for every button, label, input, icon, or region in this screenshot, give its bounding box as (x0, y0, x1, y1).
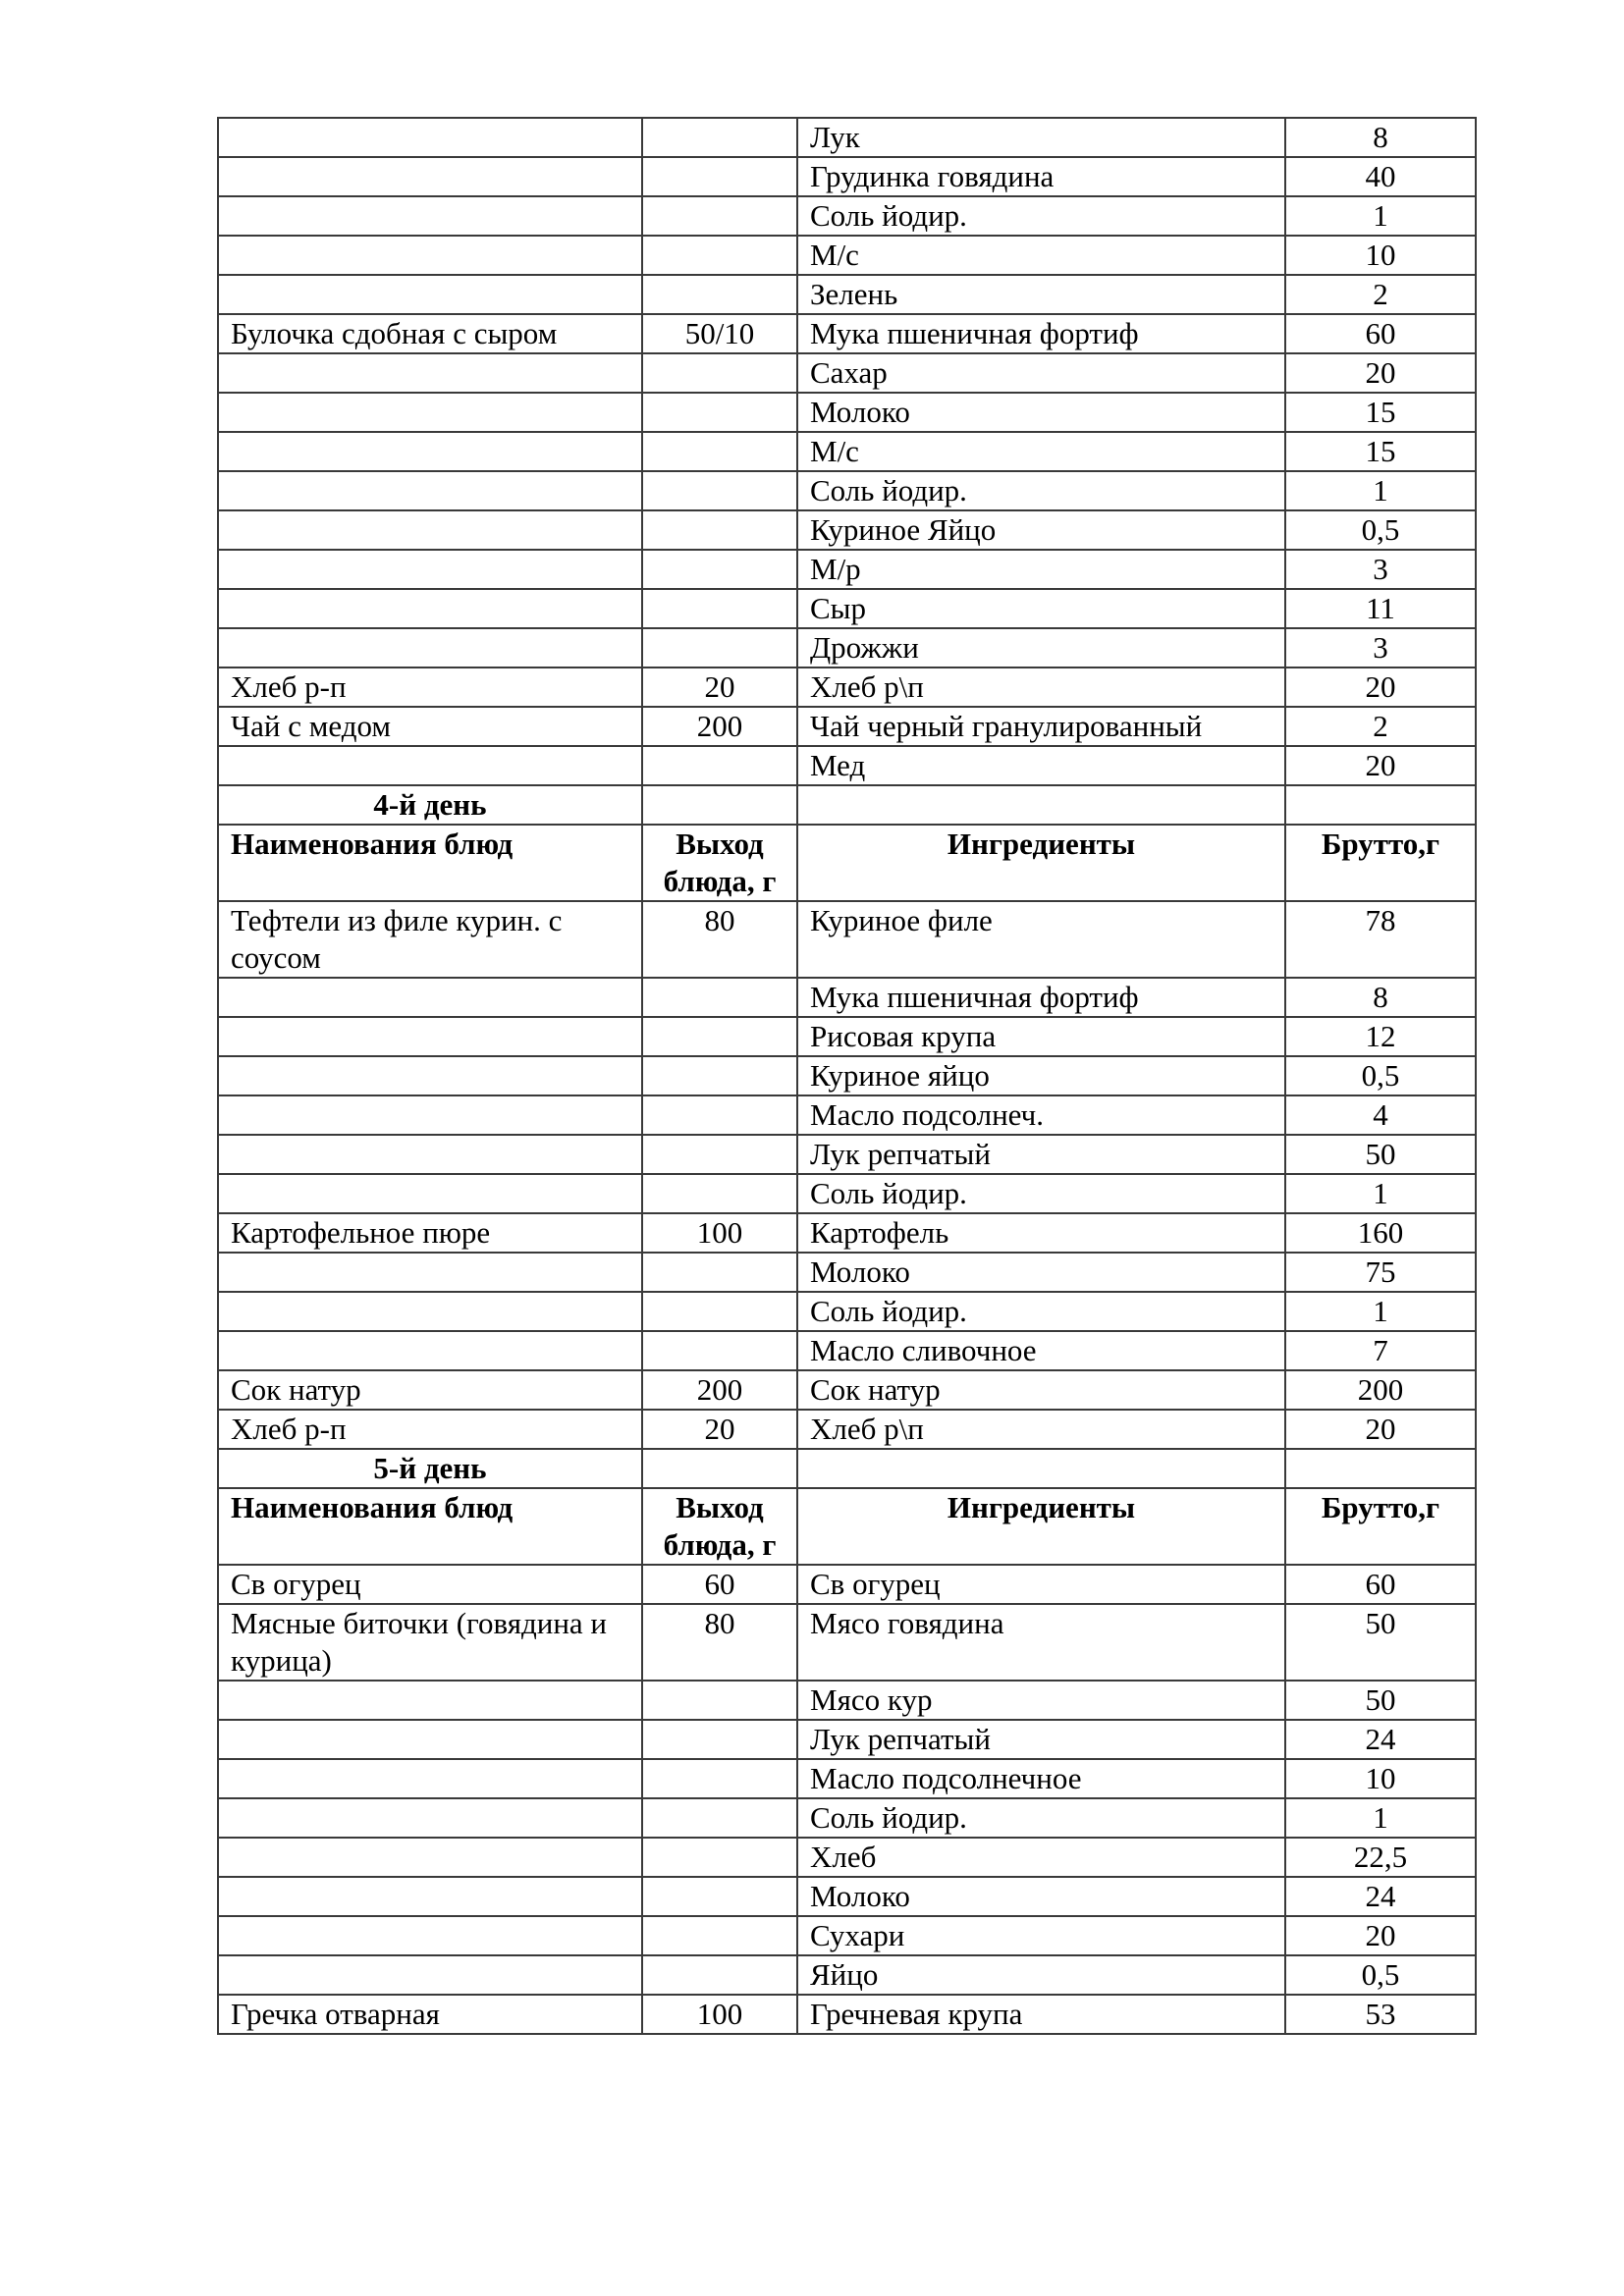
gross-weight-cell: 53 (1285, 1995, 1476, 2034)
dish-name-cell (218, 1135, 642, 1174)
ingredient-cell: Хлеб р\п (797, 1410, 1285, 1449)
yield-cell (642, 1017, 797, 1056)
gross-weight-cell: 11 (1285, 589, 1476, 628)
ingredient-cell: Сухари (797, 1916, 1285, 1955)
table-row (218, 118, 1476, 157)
gross-weight-cell: 160 (1285, 1213, 1476, 1253)
header-yield: Выход блюда, г (642, 825, 797, 901)
ingredient-cell: Масло подсолнечное (797, 1759, 1285, 1798)
yield-cell: 20 (642, 667, 797, 707)
yield-cell (642, 1681, 797, 1720)
gross-weight-cell: 50 (1285, 1135, 1476, 1174)
ingredient-cell: Мясо говядина (797, 1604, 1285, 1681)
table-row (218, 1955, 1476, 1995)
ingredient-cell: Мясо кур (797, 1681, 1285, 1720)
yield-cell (642, 1174, 797, 1213)
ingredient-cell: Молоко (797, 393, 1285, 432)
table-row (218, 550, 1476, 589)
gross-weight-cell: 10 (1285, 236, 1476, 275)
gross-weight-cell: 24 (1285, 1720, 1476, 1759)
yield-cell: 100 (642, 1213, 797, 1253)
ingredient-cell: Соль йодир. (797, 1292, 1285, 1331)
table-row (218, 353, 1476, 393)
table-row (218, 1017, 1476, 1056)
gross-weight-cell: 15 (1285, 393, 1476, 432)
yield-cell (642, 1838, 797, 1877)
ingredient-cell: Гречневая крупа (797, 1995, 1285, 2034)
yield-cell (642, 785, 797, 825)
dish-name-cell: Тефтели из филе курин. с соусом (218, 901, 642, 978)
table-row (218, 628, 1476, 667)
table-row (218, 1095, 1476, 1135)
header-gross: Брутто,г (1285, 825, 1476, 901)
column-header-row (218, 825, 1476, 901)
dish-name-cell: Св огурец (218, 1565, 642, 1604)
ingredient-cell: Лук репчатый (797, 1135, 1285, 1174)
ingredient-cell: Куриное филе (797, 901, 1285, 978)
table-row (218, 236, 1476, 275)
gross-weight-cell: 1 (1285, 471, 1476, 510)
header-dish-name: Наименования блюд (218, 1488, 642, 1565)
gross-weight-cell: 60 (1285, 314, 1476, 353)
yield-cell (642, 1292, 797, 1331)
menu-table (217, 117, 1477, 2035)
dish-name-cell (218, 1681, 642, 1720)
gross-weight-cell (1285, 1449, 1476, 1488)
table-row (218, 157, 1476, 196)
dish-name-cell (218, 432, 642, 471)
dish-name-cell (218, 353, 642, 393)
ingredient-cell: Соль йодир. (797, 1174, 1285, 1213)
dish-name-cell (218, 978, 642, 1017)
table-row (218, 1916, 1476, 1955)
gross-weight-cell: 22,5 (1285, 1838, 1476, 1877)
yield-cell (642, 628, 797, 667)
table-row (218, 196, 1476, 236)
yield-cell (642, 196, 797, 236)
table-row (218, 1604, 1476, 1681)
yield-cell (642, 432, 797, 471)
dish-name-cell (218, 471, 642, 510)
ingredient-cell: Хлеб (797, 1838, 1285, 1877)
gross-weight-cell: 40 (1285, 157, 1476, 196)
dish-name-cell (218, 1759, 642, 1798)
document-page (217, 117, 1475, 2035)
table-row (218, 275, 1476, 314)
ingredient-cell: Соль йодир. (797, 196, 1285, 236)
gross-weight-cell: 7 (1285, 1331, 1476, 1370)
ingredient-cell (797, 785, 1285, 825)
table-row (218, 1135, 1476, 1174)
gross-weight-cell: 3 (1285, 550, 1476, 589)
gross-weight-cell (1285, 785, 1476, 825)
day-label: 4-й день (218, 785, 642, 825)
gross-weight-cell: 8 (1285, 978, 1476, 1017)
yield-cell (642, 236, 797, 275)
header-gross: Брутто,г (1285, 1488, 1476, 1565)
gross-weight-cell: 3 (1285, 628, 1476, 667)
table-row (218, 667, 1476, 707)
gross-weight-cell: 200 (1285, 1370, 1476, 1410)
dish-name-cell (218, 746, 642, 785)
ingredient-cell: Куриное Яйцо (797, 510, 1285, 550)
header-ingredients: Ингредиенты (797, 825, 1285, 901)
ingredient-cell: Хлеб р\п (797, 667, 1285, 707)
ingredient-cell: М/р (797, 550, 1285, 589)
ingredient-cell: М/с (797, 432, 1285, 471)
gross-weight-cell: 20 (1285, 1410, 1476, 1449)
table-row (218, 1995, 1476, 2034)
table-row (218, 1798, 1476, 1838)
dish-name-cell (218, 1720, 642, 1759)
gross-weight-cell: 1 (1285, 1174, 1476, 1213)
gross-weight-cell: 0,5 (1285, 510, 1476, 550)
gross-weight-cell: 0,5 (1285, 1056, 1476, 1095)
gross-weight-cell: 24 (1285, 1877, 1476, 1916)
dish-name-cell (218, 510, 642, 550)
ingredient-cell: Яйцо (797, 1955, 1285, 1995)
ingredient-cell: Лук (797, 118, 1285, 157)
gross-weight-cell: 4 (1285, 1095, 1476, 1135)
dish-name-cell (218, 236, 642, 275)
dish-name-cell: Чай с медом (218, 707, 642, 746)
yield-cell (642, 275, 797, 314)
gross-weight-cell: 20 (1285, 746, 1476, 785)
dish-name-cell (218, 1955, 642, 1995)
dish-name-cell: Сок натур (218, 1370, 642, 1410)
ingredient-cell: Сахар (797, 353, 1285, 393)
ingredient-cell: М/с (797, 236, 1285, 275)
table-row (218, 510, 1476, 550)
table-row (218, 314, 1476, 353)
table-row (218, 432, 1476, 471)
day-heading-row (218, 1449, 1476, 1488)
dish-name-cell (218, 1838, 642, 1877)
gross-weight-cell: 10 (1285, 1759, 1476, 1798)
table-row (218, 1213, 1476, 1253)
gross-weight-cell: 15 (1285, 432, 1476, 471)
day-label: 5-й день (218, 1449, 642, 1488)
yield-cell: 100 (642, 1995, 797, 2034)
yield-cell (642, 157, 797, 196)
gross-weight-cell: 2 (1285, 707, 1476, 746)
yield-cell: 200 (642, 707, 797, 746)
gross-weight-cell: 75 (1285, 1253, 1476, 1292)
dish-name-cell (218, 1095, 642, 1135)
dish-name-cell: Картофельное пюре (218, 1213, 642, 1253)
gross-weight-cell: 50 (1285, 1604, 1476, 1681)
yield-cell (642, 1798, 797, 1838)
table-row (218, 471, 1476, 510)
yield-cell (642, 510, 797, 550)
day-heading-row (218, 785, 1476, 825)
ingredient-cell: Сок натур (797, 1370, 1285, 1410)
dish-name-cell (218, 1056, 642, 1095)
yield-cell (642, 1449, 797, 1488)
ingredient-cell: Грудинка говядина (797, 157, 1285, 196)
ingredient-cell: Св огурец (797, 1565, 1285, 1604)
dish-name-cell (218, 628, 642, 667)
dish-name-cell (218, 118, 642, 157)
gross-weight-cell: 20 (1285, 353, 1476, 393)
yield-cell (642, 471, 797, 510)
ingredient-cell: Дрожжи (797, 628, 1285, 667)
gross-weight-cell: 78 (1285, 901, 1476, 978)
header-yield: Выход блюда, г (642, 1488, 797, 1565)
ingredient-cell: Молоко (797, 1877, 1285, 1916)
yield-cell (642, 1135, 797, 1174)
yield-cell (642, 1720, 797, 1759)
ingredient-cell (797, 1449, 1285, 1488)
ingredient-cell: Масло сливочное (797, 1331, 1285, 1370)
yield-cell: 200 (642, 1370, 797, 1410)
dish-name-cell (218, 1798, 642, 1838)
table-row (218, 1174, 1476, 1213)
ingredient-cell: Молоко (797, 1253, 1285, 1292)
ingredient-cell: Мука пшеничная фортиф (797, 314, 1285, 353)
yield-cell (642, 1331, 797, 1370)
yield-cell: 20 (642, 1410, 797, 1449)
gross-weight-cell: 0,5 (1285, 1955, 1476, 1995)
yield-cell (642, 1955, 797, 1995)
yield-cell (642, 1759, 797, 1798)
table-row (218, 393, 1476, 432)
gross-weight-cell: 1 (1285, 1292, 1476, 1331)
yield-cell (642, 118, 797, 157)
dish-name-cell (218, 1253, 642, 1292)
table-row (218, 589, 1476, 628)
dish-name-cell (218, 196, 642, 236)
header-dish-name: Наименования блюд (218, 825, 642, 901)
gross-weight-cell: 1 (1285, 1798, 1476, 1838)
yield-cell: 50/10 (642, 314, 797, 353)
yield-cell: 80 (642, 1604, 797, 1681)
yield-cell: 60 (642, 1565, 797, 1604)
yield-cell (642, 393, 797, 432)
header-ingredients: Ингредиенты (797, 1488, 1285, 1565)
table-row (218, 1838, 1476, 1877)
yield-cell (642, 1877, 797, 1916)
ingredient-cell: Чай черный гранулированный (797, 707, 1285, 746)
ingredient-cell: Картофель (797, 1213, 1285, 1253)
ingredient-cell: Масло подсолнеч. (797, 1095, 1285, 1135)
gross-weight-cell: 8 (1285, 118, 1476, 157)
ingredient-cell: Мука пшеничная фортиф (797, 978, 1285, 1017)
yield-cell: 80 (642, 901, 797, 978)
gross-weight-cell: 12 (1285, 1017, 1476, 1056)
yield-cell (642, 589, 797, 628)
ingredient-cell: Рисовая крупа (797, 1017, 1285, 1056)
ingredient-cell: Зелень (797, 275, 1285, 314)
yield-cell (642, 1056, 797, 1095)
table-row (218, 1253, 1476, 1292)
ingredient-cell: Соль йодир. (797, 471, 1285, 510)
yield-cell (642, 1095, 797, 1135)
menu-table-body (218, 118, 1476, 2034)
gross-weight-cell: 20 (1285, 667, 1476, 707)
dish-name-cell (218, 393, 642, 432)
yield-cell (642, 1253, 797, 1292)
column-header-row (218, 1488, 1476, 1565)
dish-name-cell (218, 1877, 642, 1916)
table-row (218, 978, 1476, 1017)
table-row (218, 1681, 1476, 1720)
gross-weight-cell: 20 (1285, 1916, 1476, 1955)
table-row (218, 1056, 1476, 1095)
table-row (218, 1410, 1476, 1449)
dish-name-cell (218, 1916, 642, 1955)
table-row (218, 746, 1476, 785)
table-row (218, 1877, 1476, 1916)
yield-cell (642, 978, 797, 1017)
yield-cell (642, 550, 797, 589)
yield-cell (642, 746, 797, 785)
gross-weight-cell: 2 (1285, 275, 1476, 314)
dish-name-cell (218, 550, 642, 589)
dish-name-cell (218, 157, 642, 196)
dish-name-cell: Гречка отварная (218, 1995, 642, 2034)
yield-cell (642, 1916, 797, 1955)
table-row (218, 1565, 1476, 1604)
gross-weight-cell: 50 (1285, 1681, 1476, 1720)
table-row (218, 1292, 1476, 1331)
table-row (218, 901, 1476, 978)
ingredient-cell: Сыр (797, 589, 1285, 628)
table-row (218, 707, 1476, 746)
gross-weight-cell: 1 (1285, 196, 1476, 236)
dish-name-cell (218, 1017, 642, 1056)
dish-name-cell: Булочка сдобная с сыром (218, 314, 642, 353)
dish-name-cell (218, 275, 642, 314)
dish-name-cell (218, 1174, 642, 1213)
dish-name-cell: Хлеб р-п (218, 1410, 642, 1449)
gross-weight-cell: 60 (1285, 1565, 1476, 1604)
dish-name-cell: Мясные биточки (говядина и курица) (218, 1604, 642, 1681)
dish-name-cell (218, 1292, 642, 1331)
ingredient-cell: Куриное яйцо (797, 1056, 1285, 1095)
ingredient-cell: Мед (797, 746, 1285, 785)
table-row (218, 1331, 1476, 1370)
ingredient-cell: Лук репчатый (797, 1720, 1285, 1759)
table-row (218, 1759, 1476, 1798)
dish-name-cell (218, 589, 642, 628)
table-row (218, 1720, 1476, 1759)
dish-name-cell (218, 1331, 642, 1370)
table-row (218, 1370, 1476, 1410)
dish-name-cell: Хлеб р-п (218, 667, 642, 707)
yield-cell (642, 353, 797, 393)
ingredient-cell: Соль йодир. (797, 1798, 1285, 1838)
